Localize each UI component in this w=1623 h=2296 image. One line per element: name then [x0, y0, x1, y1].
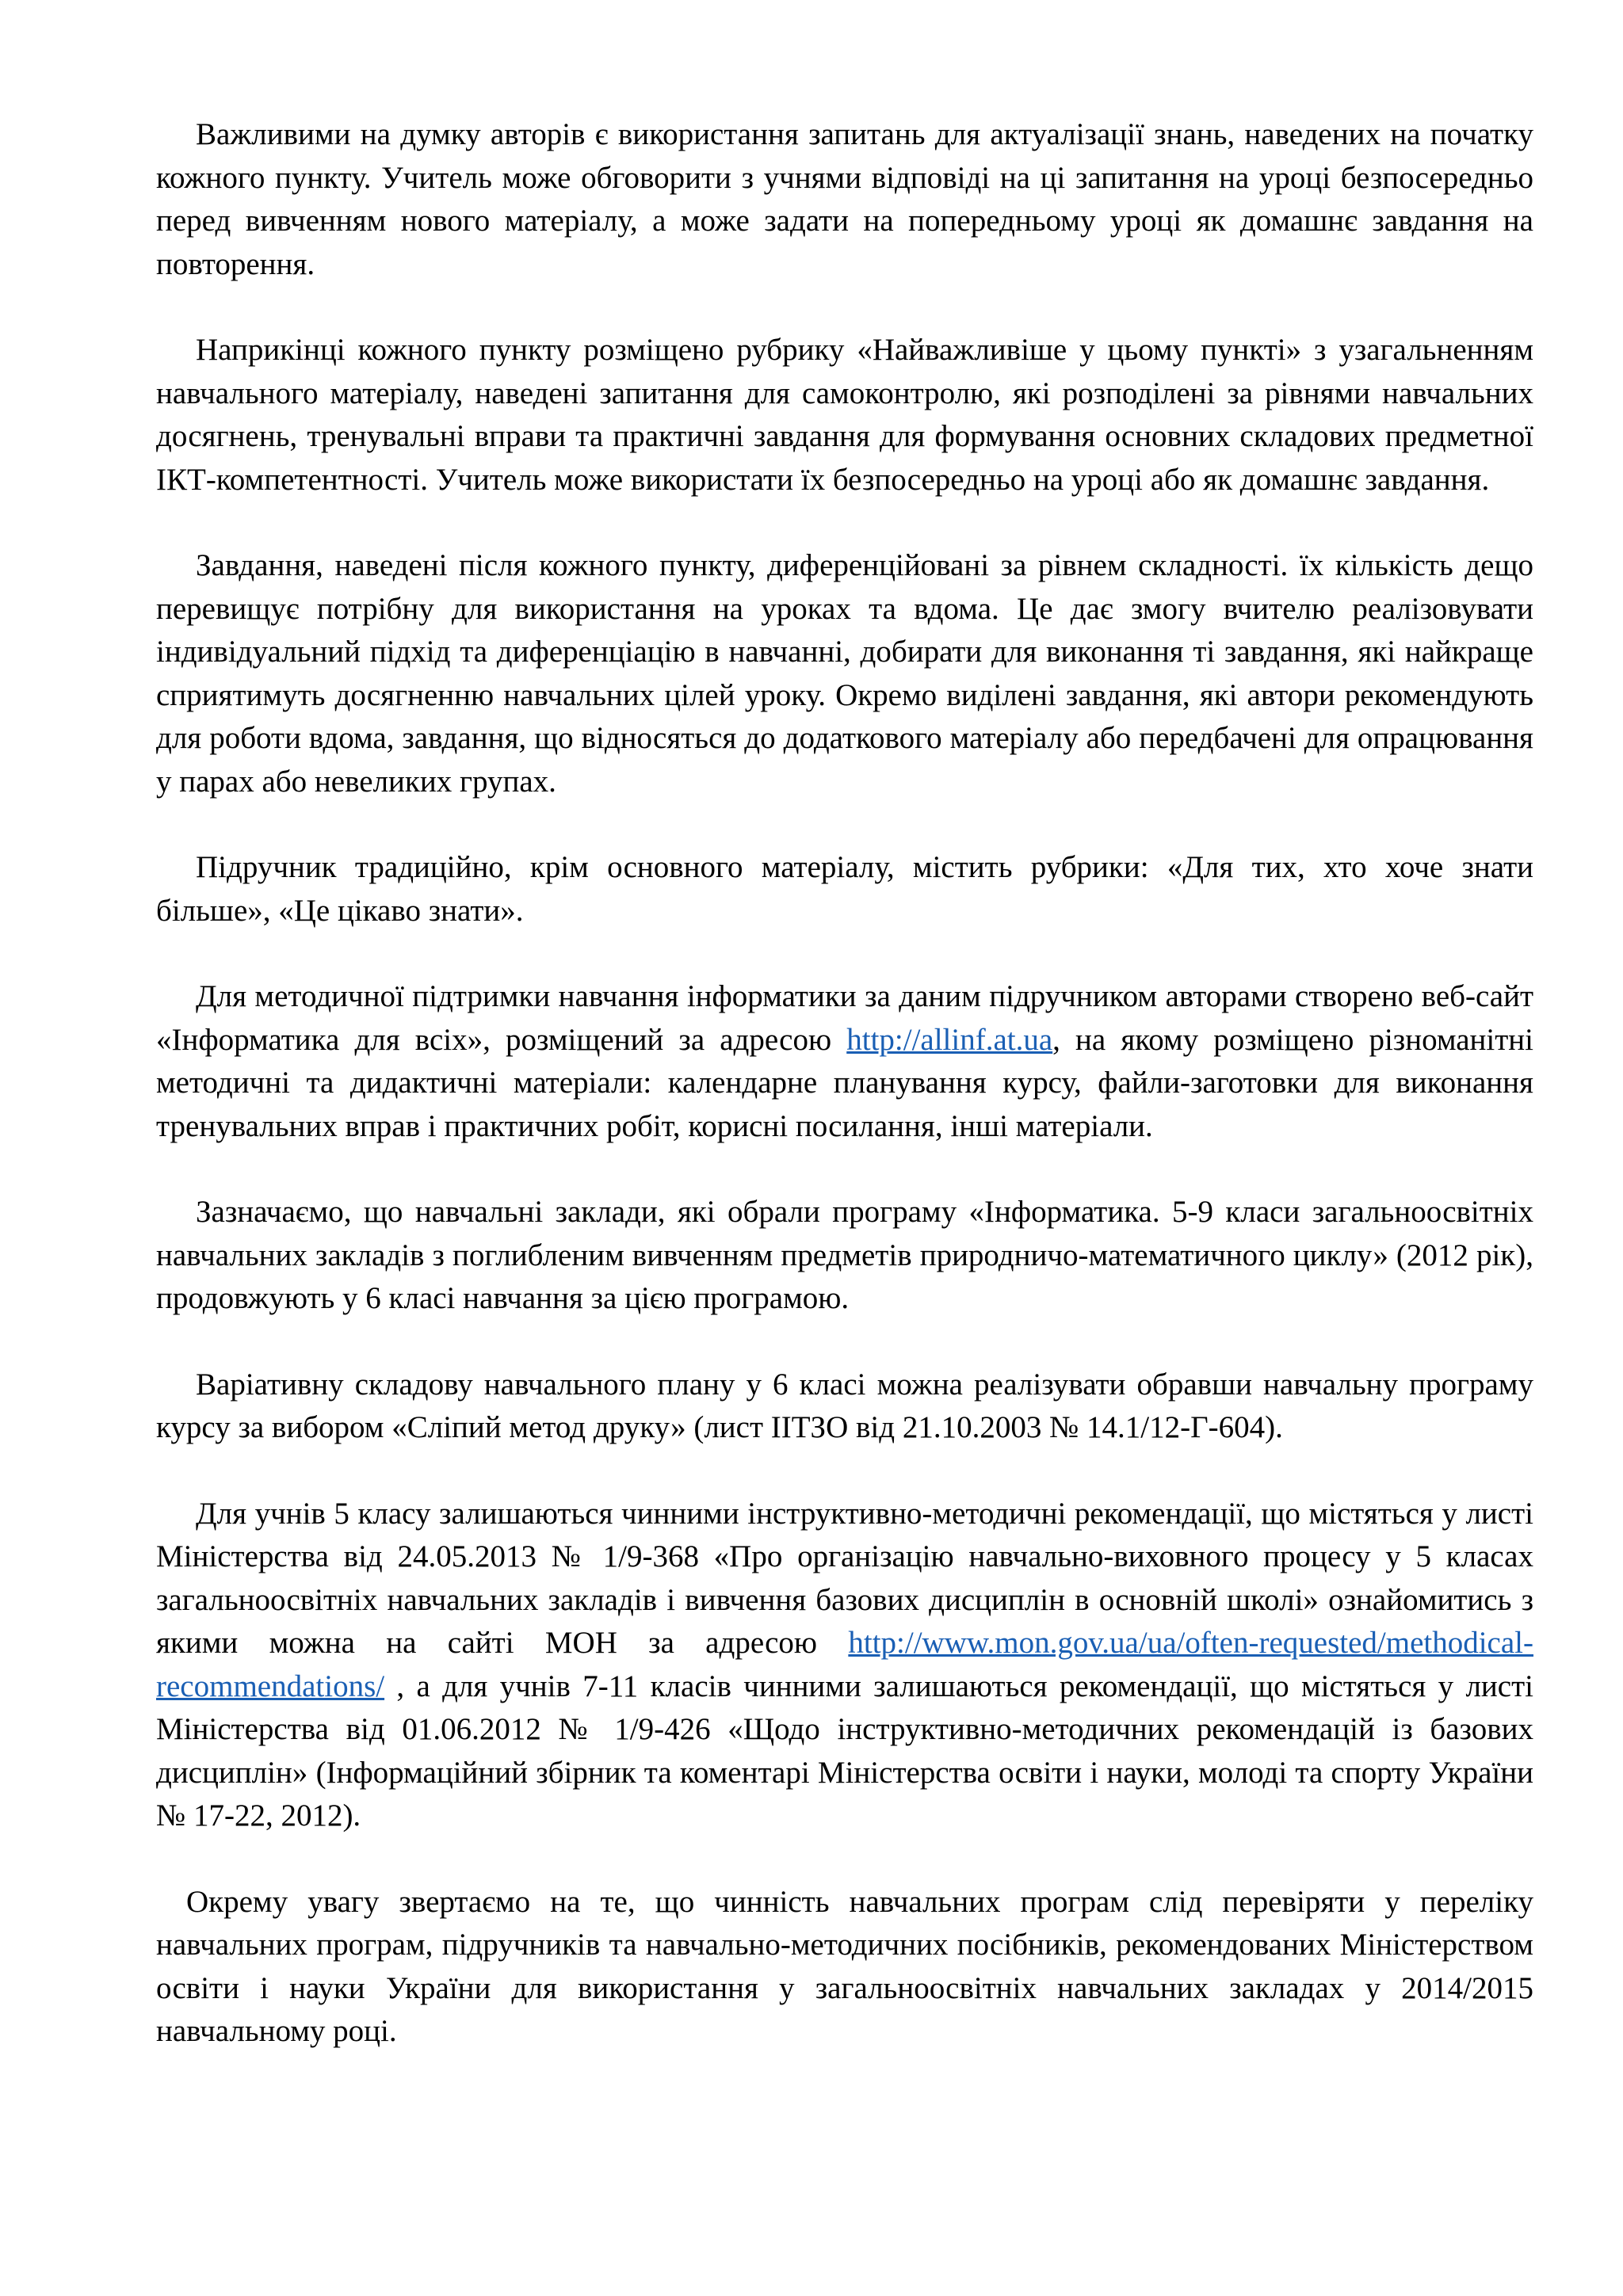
paragraph-variative-component: Варіативну складову навчального плану у 6 класі можна реалізувати обравши навчальну програму курсу за вибором «Сліпий метод друку» (лист ІІТЗО від 21.10.2003 № 14.1/12-Г-604).: [156, 1367, 1533, 1444]
paragraph-questions-actualization: Важливими на думку авторів є використання запитань для актуалізації знань, наведених на початку кожного пункту. Учитель може обговорити з учнями відповіді на ці запитання на уроці безпосередньо перед вивченням нового матеріалу, а може задати на попередньому уроці як домашнє завдання на повторення.: [156, 117, 1533, 281]
document-page: [156, 113, 1533, 2054]
mon-recommendations-link[interactable]: http://www.mon.gov.ua/ua/often-requested/methodical-recommendations/: [156, 1626, 1533, 1703]
paragraph-methodical-website: [156, 975, 1533, 1148]
allinf-website-link[interactable]: http://allinf.at.ua: [846, 1022, 1053, 1057]
paragraph-differentiated-tasks: Завдання, наведені після кожного пункту, диференційовані за рівнем складності. їх кількість дещо перевищує потрібну для використання на уроках та вдома. Це дає змогу вчителю реалізовувати індивідуальний підхід та диференціацію в навчанні, добирати для виконання ті завдання, які найкраще сприятимуть досягненню навчальних цілей уроку. Окремо виділені завдання, які автори рекомендують для роботи вдома, завдання, що відносяться до додаткового матеріалу або передбачені для опрацювання у парах або невеликих групах.: [156, 548, 1533, 799]
paragraph-ministry-recommendations-text-before: Для учнів 5 класу залишаються чинними інструктивно-методичні рекомендації, що містяться у листі Міністерства від 24.05.2013 № 1/9-368 «Про організацію навчально-виховного процесу у 5 класах загальноосвітніх навчальних закладів і вивчення базових дисциплін в основній школі» ознайомитись з якими можна на сайті МОН за адресою: [156, 1496, 1533, 1660]
paragraph-program-continuation: Зазначаємо, що навчальні заклади, які обрали програму «Інформатика. 5-9 класи загальноосвітніх навчальних закладів з поглибленим вивченням предметів природничо-математичного циклу» (2012 рік), продовжують у 6 класі навчання за цією програмою.: [156, 1195, 1533, 1315]
paragraph-methodical-website-text-before: Для методичної підтримки навчання інформатики за даним підручником авторами створено веб-сайт «Інформатика для всіх», розміщений за адресою: [156, 979, 1533, 1057]
paragraph-program-validity: Окрему увагу звертаємо на те, що чинність навчальних програм слід перевіряти у переліку навчальних програм, підручників та навчально-методичних посібників, рекомендованих Міністерством освіти і науки України для використання у загальноосвітніх навчальних закладах у 2014/2015 навчальному році.: [156, 1884, 1533, 2048]
paragraph-methodical-website-text-after: , на якому розміщено різноманітні методичні та дидактичні матеріали: календарне планування курсу, файли-заготовки для виконання тренувальних вправ і практичних робіт, корисні посилання, інші матеріали.: [156, 1022, 1534, 1143]
paragraph-ministry-recommendations-text-after: , а для учнів 7-11 класів чинними залишаються рекомендації, що містяться у листі Міністерства від 01.06.2012 № 1/9-426 «Щодо інструктивно-методичних рекомендацій із базових дисциплін» (Інформаційний збірник та коментарі Міністерства освіти і науки, молоді та спорту України № 17-22, 2012).: [156, 1669, 1533, 1833]
paragraph-textbook-rubrics: Підручник традиційно, крім основного матеріалу, містить рубрики: «Для тих, хто хоче знати більше», «Це цікаво знати».: [156, 850, 1533, 928]
paragraph-most-important-rubric: Наприкінці кожного пункту розміщено рубрику «Найважливіше у цьому пункті» з узагальненням навчального матеріалу, наведені запитання для самоконтролю, які розподілені за рівнями навчальних досягнень, тренувальні вправи та практичні завдання для формування основних складових предметної ІКТ-компетентності. Учитель може використати їх безпосередньо на уроці або як домашнє завдання.: [156, 333, 1533, 497]
paragraph-ministry-recommendations: [156, 1493, 1533, 1838]
